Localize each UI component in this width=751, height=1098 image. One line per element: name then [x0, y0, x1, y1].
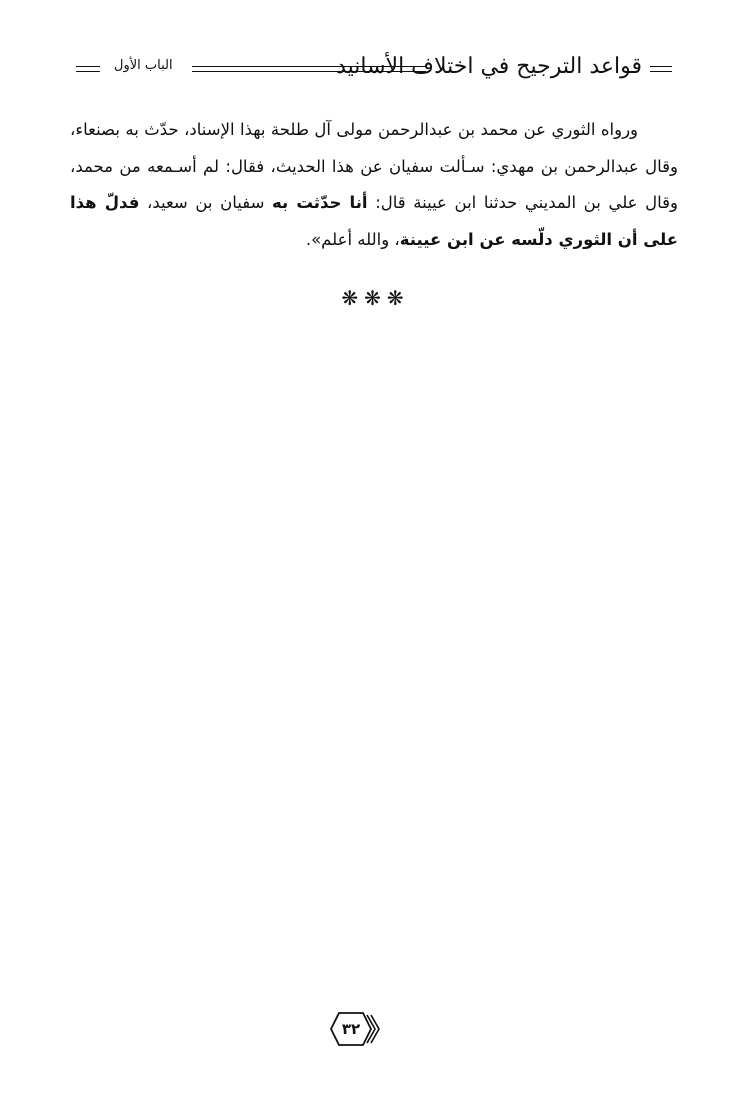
chapter-title: الباب الأول — [114, 58, 173, 73]
page-number-badge — [329, 1011, 379, 1047]
book-title: قواعد الترجيح في اختلاف الأسانيد — [336, 54, 642, 79]
body-text-part-1: ورواه الثوري عن محمد بن عبدالرحمن مولى آل طلحة بهذا الإسناد، حدّث به بصنعاء، وقال عبدالرحمن بن مهدي: سـألت سفيان عن هذا الحديث، فقال: لم أسـمعه من محمد، وقال علي بن المديني حدثنا ابن عيينة قال: — [70, 120, 678, 212]
running-header — [76, 50, 672, 86]
header-rule-left — [76, 66, 100, 72]
body-paragraph — [70, 112, 678, 258]
body-text-part-5: ، والله أعلم». — [305, 229, 400, 249]
body-text-part-3: سفيان بن سعيد، — [139, 193, 273, 212]
header-rule-middle — [192, 66, 426, 72]
body-text — [70, 112, 678, 258]
section-separator: ❋❋❋ — [341, 286, 410, 310]
header-rule-right — [650, 66, 672, 72]
page-number: ٣٢ — [341, 1020, 361, 1038]
body-text-bold-2: فدلّ هذا على أن الثوري دلّسه عن ابن عيينة — [70, 193, 678, 249]
body-text-bold-1: أنا حدّثت به — [272, 193, 368, 212]
